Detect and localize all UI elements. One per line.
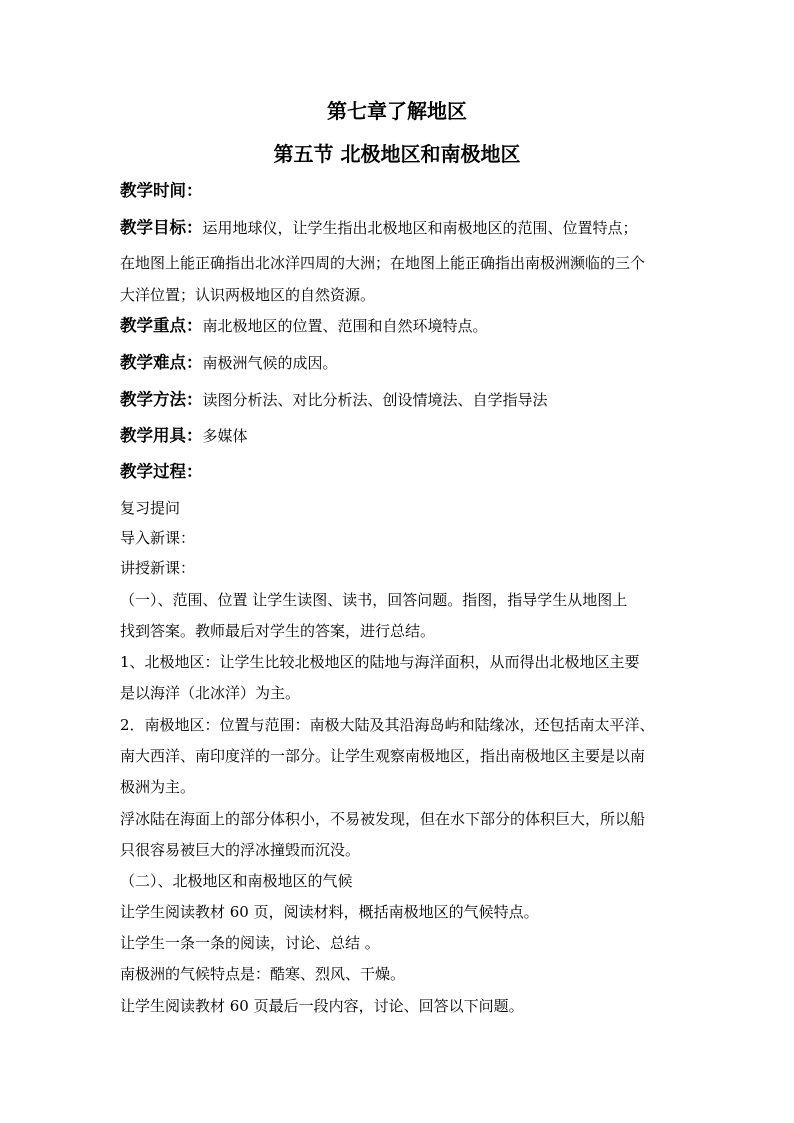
body-line: 浮冰陆在海面上的部分体积小，不易被发现，但在水下部分的体积巨大，所以船 [120,810,646,828]
body-line: 让学生阅读教材 60 页最后一段内容，讨论、回答以下问题。 [120,997,524,1015]
body-line: 1、北极地区：让学生比较北极地区的陆地与海洋面积，从而得出北极地区主要 [120,653,640,671]
method-row [120,389,690,411]
body-line: 南大西洋、南印度洋的一部分。让学生观察南极地区，指出南极地区主要是以南 [120,747,646,765]
teaching-goal-line3: 大洋位置；认识两极地区的自然资源。 [120,286,376,304]
body-line: 让学生一条一条的阅读，讨论、总结 。 [120,934,380,952]
body-line: 导入新课： [120,529,196,547]
teaching-goal-label: 教学目标： [120,218,203,237]
body-line: 2．南极地区：位置与范围：南极大陆及其沿海岛屿和陆缘冰，还包括南太平洋、 [120,716,655,734]
tools-text: 多媒体 [202,427,248,445]
body-line: 让学生阅读教材 60 页，阅读材料，概括南极地区的气候特点。 [120,903,539,921]
tools-label: 教学用具： [120,426,203,445]
body-line: （二）、北极地区和南极地区的气候 [120,872,353,890]
key-point-text: 南北极地区的位置、范围和自然环境特点。 [202,317,488,335]
section-title: 第五节 北极地区和南极地区 [273,142,521,166]
teaching-goal-row [120,217,690,239]
process-row [120,461,690,483]
difficulty-text: 南极洲气候的成因。 [202,354,338,372]
body-line: 是以海洋（北冰洋）为主。 [120,684,301,702]
teaching-time-row [120,180,690,202]
body-line: 南极洲的气候特点是：酷寒、烈风、干燥。 [120,965,406,983]
body-line: 只很容易被巨大的浮冰撞毁而沉没。 [120,841,361,859]
key-point-row [120,315,690,337]
body-line: 找到答案。教师最后对学生的答案，进行总结。 [120,622,436,640]
chapter-title: 第七章了解地区 [327,99,467,123]
process-label: 教学过程： [120,462,203,481]
body-line: 讲授新课： [120,559,196,577]
body-line: （一）、范围、位置 让学生读图、读书，回答问题。指图，指导学生从地图上 [120,591,628,609]
difficulty-label: 教学难点： [120,353,203,372]
tools-row [120,425,690,447]
method-text: 读图分析法、对比分析法、创设情境法、自学指导法 [202,391,548,409]
teaching-goal-line1: 运用地球仪，让学生指出北极地区和南极地区的范围、位置特点； [202,219,638,237]
teaching-goal-line2: 在地图上能正确指出北冰洋四周的大洲；在地图上能正确指出南极洲濒临的三个 [120,254,646,272]
body-line: 极洲为主。 [120,778,196,796]
key-point-label: 教学重点： [120,316,203,335]
teaching-time-label: 教学时间： [120,181,203,200]
method-label: 教学方法： [120,390,203,409]
difficulty-row [120,352,690,374]
body-line: 复习提问 [120,499,181,517]
